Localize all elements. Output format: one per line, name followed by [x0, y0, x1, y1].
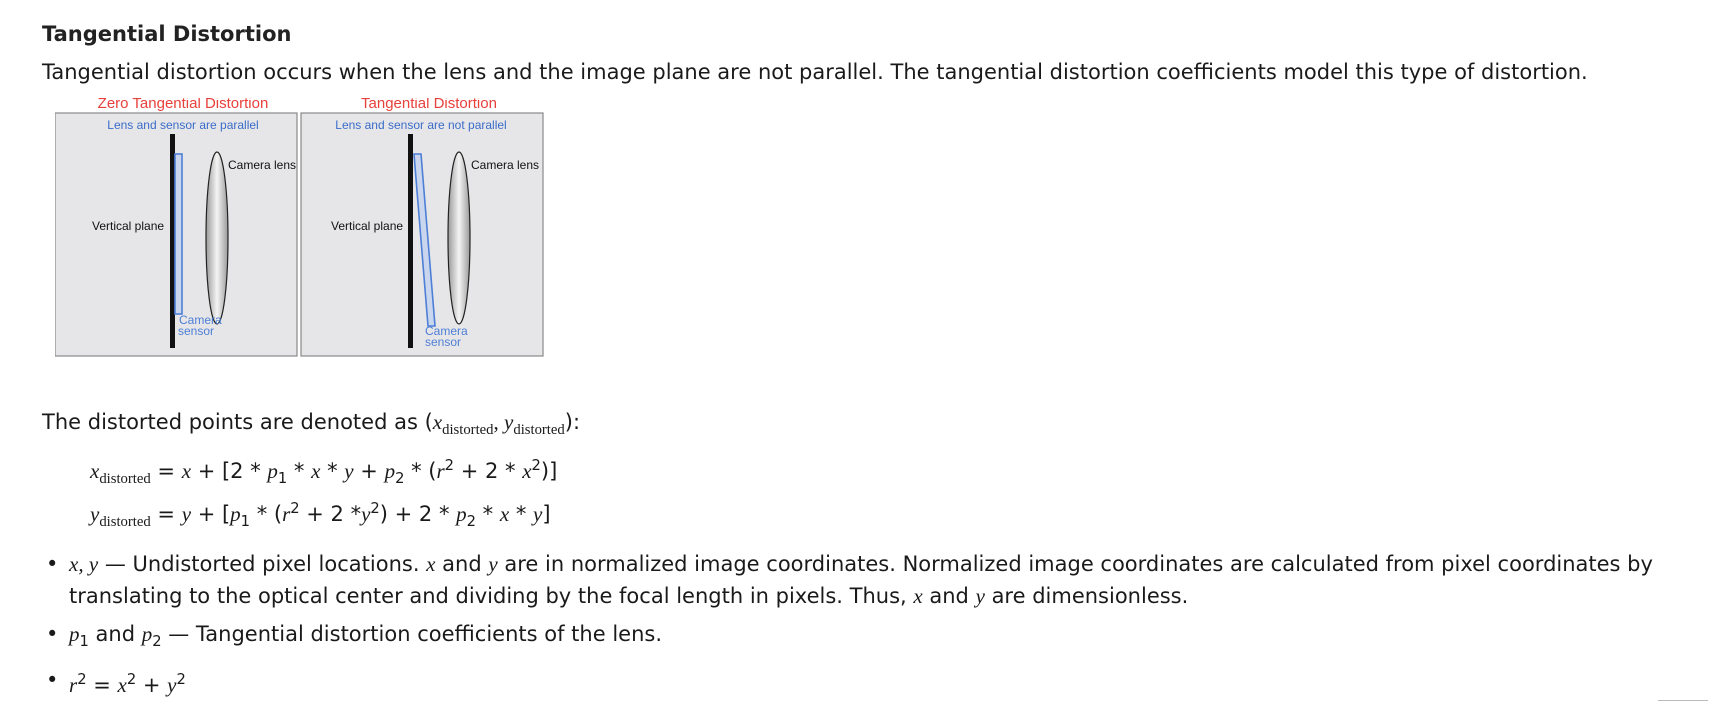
- left-sensor-label-2: sensor: [178, 324, 215, 338]
- list-item: • $p_1$ and $p_2$ — Tangential distortion coefficients of the lens.: [42, 618, 1702, 658]
- right-sensor-label-2: sensor: [425, 335, 462, 349]
- intro-paragraph: Tangential distortion occurs when the lens and the image plane are not parallel. The tangential distortion coefficients model this type of distortion.: [42, 60, 1588, 84]
- list-item: • $r^2 = x^2 + y^2$: [42, 664, 1702, 701]
- left-sensor-label-1: Camera: [179, 313, 222, 327]
- right-panel-subtitle: Lens and sensor are not parallel: [335, 118, 507, 132]
- left-panel-subtitle: Lens and sensor are parallel: [107, 118, 259, 132]
- left-panel-title: Zero Tangential Distortion: [97, 98, 269, 112]
- definitions-list: [42, 548, 1702, 707]
- left-plane-label: Vertical plane: [92, 219, 165, 233]
- x-distorted-equation: $x_{distorted} = x + [2 * p_1 * x * y + p_2 * (r^2 + 2 * x^2)]$: [90, 457, 558, 488]
- right-lens-label: Camera lens: [471, 158, 540, 172]
- right-plane-label: Vertical plane: [331, 219, 404, 233]
- right-panel-title: Tangential Distortion: [361, 98, 497, 112]
- right-camera-lens: [448, 152, 470, 324]
- right-vertical-plane: [408, 134, 413, 348]
- left-camera-sensor: [175, 154, 182, 314]
- section-heading: Tangential Distortion: [42, 22, 292, 46]
- divider: [1658, 700, 1708, 701]
- right-sensor-label-1: Camera: [425, 324, 468, 338]
- distorted-points-sentence: The distorted points are denoted as ($x_{distorted}$, $y_{distorted}$):: [42, 410, 581, 439]
- y-distorted-equation: $y_{distorted} = y + [p_1 * (r^2 + 2$ $*y^2) + 2 * p_2 * x * y$]: [90, 500, 551, 531]
- tangential-distortion-figure: [55, 98, 615, 398]
- left-camera-lens: [206, 152, 228, 324]
- left-lens-label: Camera lens: [228, 158, 297, 172]
- list-item: • x, y — Undistorted pixel locations. x and y are in normalized image coordinates. Normalized image coordinates are calculated from pixel coordinates by translating to the optical center and dividing by the focal length in pixels. Thus, x and y are dimensionless.: [42, 548, 1702, 612]
